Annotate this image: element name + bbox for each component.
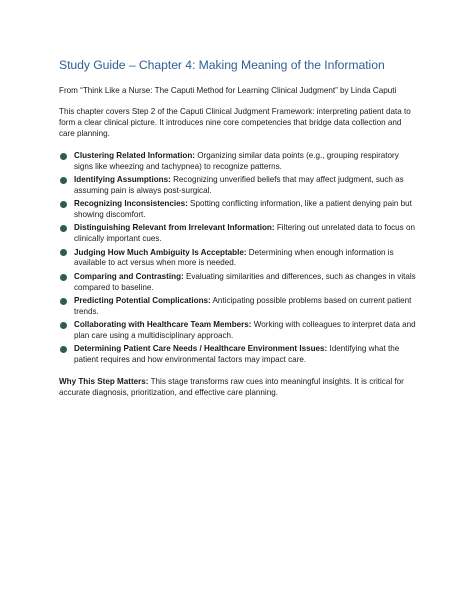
competency-term: Distinguishing Relevant from Irrelevant Information: bbox=[74, 223, 275, 233]
competency-term: Judging How Much Ambiguity Is Acceptable: bbox=[74, 247, 247, 257]
bullet-icon bbox=[60, 201, 67, 208]
competency-item bbox=[59, 248, 419, 270]
competency-item bbox=[59, 320, 419, 342]
why-paragraph bbox=[59, 377, 419, 399]
intro-paragraph: This chapter covers Step 2 of the Caputi Clinical Judgment Framework: interpreting patient data to form a clear clinical picture. It introduces nine core competencies that bridge data collection and care planning. bbox=[59, 107, 411, 139]
competency-text: Identifying what the patient requires and how environmental factors may impact care. bbox=[74, 344, 400, 365]
why-heading: Why This Step Matters: bbox=[59, 376, 149, 386]
competency-term: Determining Patient Care Needs / Healthcare Environment Issues: bbox=[74, 344, 328, 354]
competency-term: Clustering Related Information: bbox=[74, 150, 195, 160]
competency-item bbox=[59, 296, 419, 318]
competency-item bbox=[59, 272, 419, 294]
source-citation: From “Think Like a Nurse: The Caputi Method for Learning Clinical Judgment” by Linda Caputi bbox=[59, 85, 397, 95]
competency-text: Evaluating similarities and differences, such as changes in vitals compared to baseline. bbox=[74, 271, 416, 292]
competency-term: Comparing and Contrasting: bbox=[74, 271, 184, 281]
bullet-icon bbox=[60, 177, 67, 184]
competency-text: Spotting conflicting information, like a patient denying pain but showing discomfort. bbox=[74, 199, 412, 219]
document-content bbox=[59, 58, 419, 410]
bullet-icon bbox=[60, 322, 67, 329]
competency-term: Collaborating with Healthcare Team Members: bbox=[74, 320, 252, 330]
page-title: Study Guide – Chapter 4: Making Meaning of the Information bbox=[59, 58, 385, 72]
competency-text: Determining when enough information is available to act versus when more is needed. bbox=[74, 247, 394, 268]
competency-term: Recognizing Inconsistencies: bbox=[74, 199, 188, 209]
competency-item bbox=[59, 199, 419, 221]
bullet-icon bbox=[60, 153, 67, 160]
competency-list bbox=[59, 151, 419, 366]
competency-text: Anticipating possible problems based on current patient trends. bbox=[74, 295, 412, 316]
competency-item bbox=[59, 223, 419, 245]
competency-text: Filtering out unrelated data to focus on clinically important cues. bbox=[74, 223, 415, 244]
competency-text: Organizing similar data points (e.g., grouping respiratory signs like wheezing and tachypnea) to recognize patterns. bbox=[74, 150, 399, 171]
bullet-icon bbox=[60, 346, 67, 353]
competency-item bbox=[59, 175, 419, 197]
bullet-icon bbox=[60, 225, 67, 232]
bullet-icon bbox=[60, 298, 67, 305]
competency-item bbox=[59, 151, 419, 173]
competency-term: Predicting Potential Complications: bbox=[74, 295, 211, 305]
why-text: This stage transforms raw cues into meaningful insights. It is critical for accurate diagnosis, prioritization, and effective care planning. bbox=[59, 376, 404, 397]
competency-item bbox=[59, 344, 419, 366]
competency-text: Working with colleagues to interpret data and plan care using a multidisciplinary approach. bbox=[74, 320, 416, 340]
bullet-icon bbox=[60, 274, 67, 281]
bullet-icon bbox=[60, 249, 67, 256]
competency-text: Recognizing unverified beliefs that may affect judgment, such as assuming pain is always post-surgical. bbox=[74, 175, 404, 195]
competency-term: Identifying Assumptions: bbox=[74, 175, 171, 185]
